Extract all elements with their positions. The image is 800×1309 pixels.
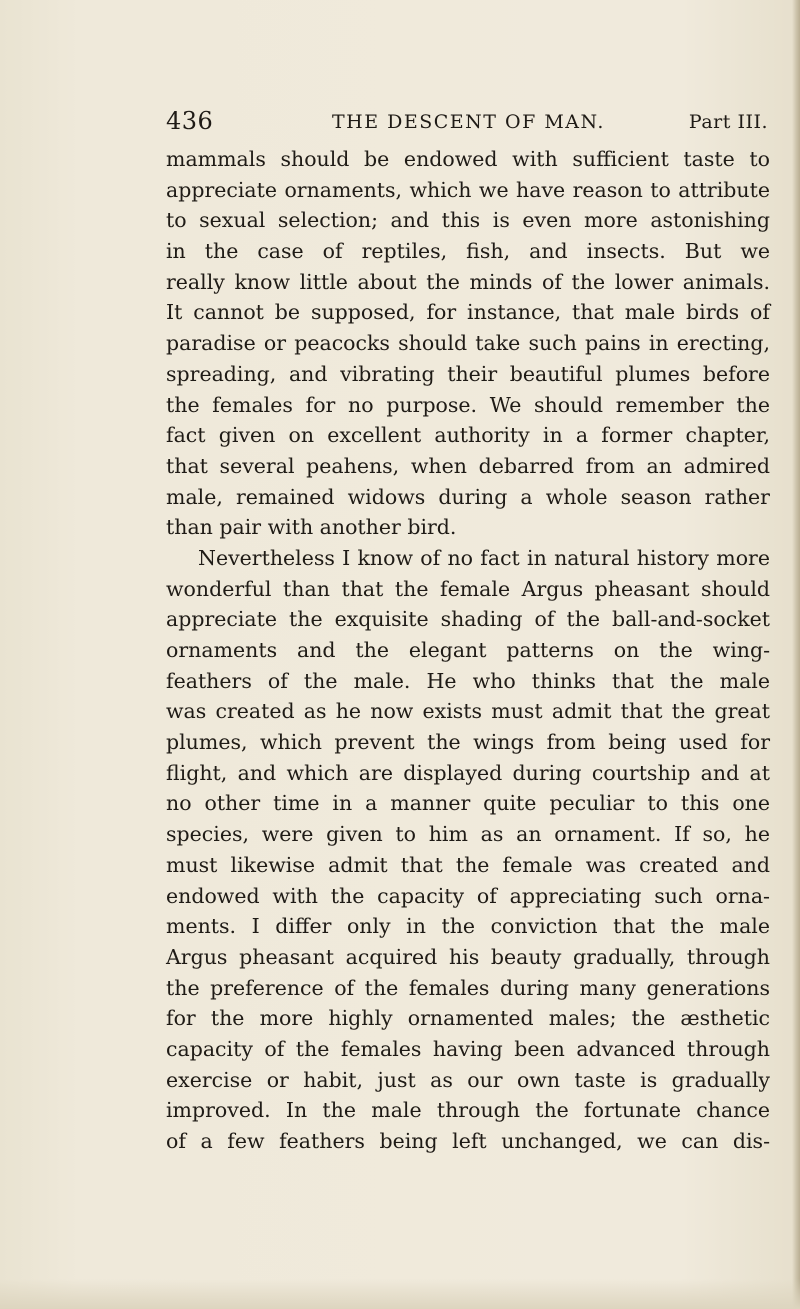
text-line: plumes, which prevent the wings from being used for [166, 730, 770, 755]
body-text [166, 144, 770, 1157]
text-line: of a few feathers being left unchanged, we can dis- [166, 1129, 770, 1153]
text-line: the females for no purpose. We should remember the [166, 392, 770, 417]
text-line: the preference of the females during many generations [166, 975, 770, 1000]
text-line: that several peahens, when debarred from an admired [166, 453, 770, 478]
text-line: feathers of the male. He who thinks that the male [166, 668, 770, 693]
text-line: wonderful than that the female Argus pheasant should [166, 576, 770, 601]
page-edge-shadow [792, 0, 800, 1309]
paragraph-start-line: Nevertheless I know of no fact in natural history more [198, 545, 770, 570]
running-head [166, 107, 768, 143]
text-line: flight, and which are displayed during courtship and at [166, 760, 770, 785]
text-line: improved. In the male through the fortunate chance [166, 1098, 770, 1123]
text-line: must likewise admit that the female was created and [166, 852, 770, 877]
part-label: Part III. [688, 111, 768, 133]
paragraph-end-line: than pair with another bird. [166, 515, 457, 540]
text-line: spreading, and vibrating their beautiful plumes before [166, 361, 770, 386]
text-line: really know little about the minds of the lower animals. [166, 269, 770, 294]
text-line: appreciate ornaments, which we have reason to attribute [166, 177, 770, 202]
page-bottom-shadow [0, 1279, 800, 1309]
text-line: male, remained widows during a whole season rather [166, 484, 770, 509]
text-line: to sexual selection; and this is even more astonishing [166, 208, 770, 233]
text-line: species, were given to him as an ornament. If so, he [166, 822, 770, 847]
text-line: paradise or peacocks should take such pains in erecting, [166, 331, 770, 356]
text-line: It cannot be supposed, for instance, that male birds of [166, 300, 770, 325]
text-line: endowed with the capacity of appreciating such orna- [166, 883, 770, 908]
text-line: ornaments and the elegant patterns on the wing- [166, 638, 770, 662]
text-line: Argus pheasant acquired his beauty gradually, through [166, 944, 770, 969]
page-number: 436 [166, 107, 214, 135]
text-line: appreciate the exquisite shading of the ball-and-socket [166, 607, 770, 632]
text-line: for the more highly ornamented males; the æsthetic [166, 1006, 770, 1031]
header-title: THE DESCENT OF MAN. [332, 111, 605, 133]
text-line: exercise or habit, just as our own taste is gradually [166, 1067, 770, 1092]
text-line: no other time in a manner quite peculiar to this one [166, 791, 770, 816]
text-line: in the case of reptiles, fish, and insects. But we [166, 239, 770, 264]
text-line: fact given on excellent authority in a former chapter, [166, 423, 770, 448]
text-line: capacity of the females having been advanced through [166, 1036, 770, 1061]
text-line: was created as he now exists must admit that the great [166, 699, 770, 724]
text-line: mammals should be endowed with sufficient taste to [166, 147, 770, 171]
text-line: ments. I differ only in the conviction that the male [166, 914, 770, 939]
